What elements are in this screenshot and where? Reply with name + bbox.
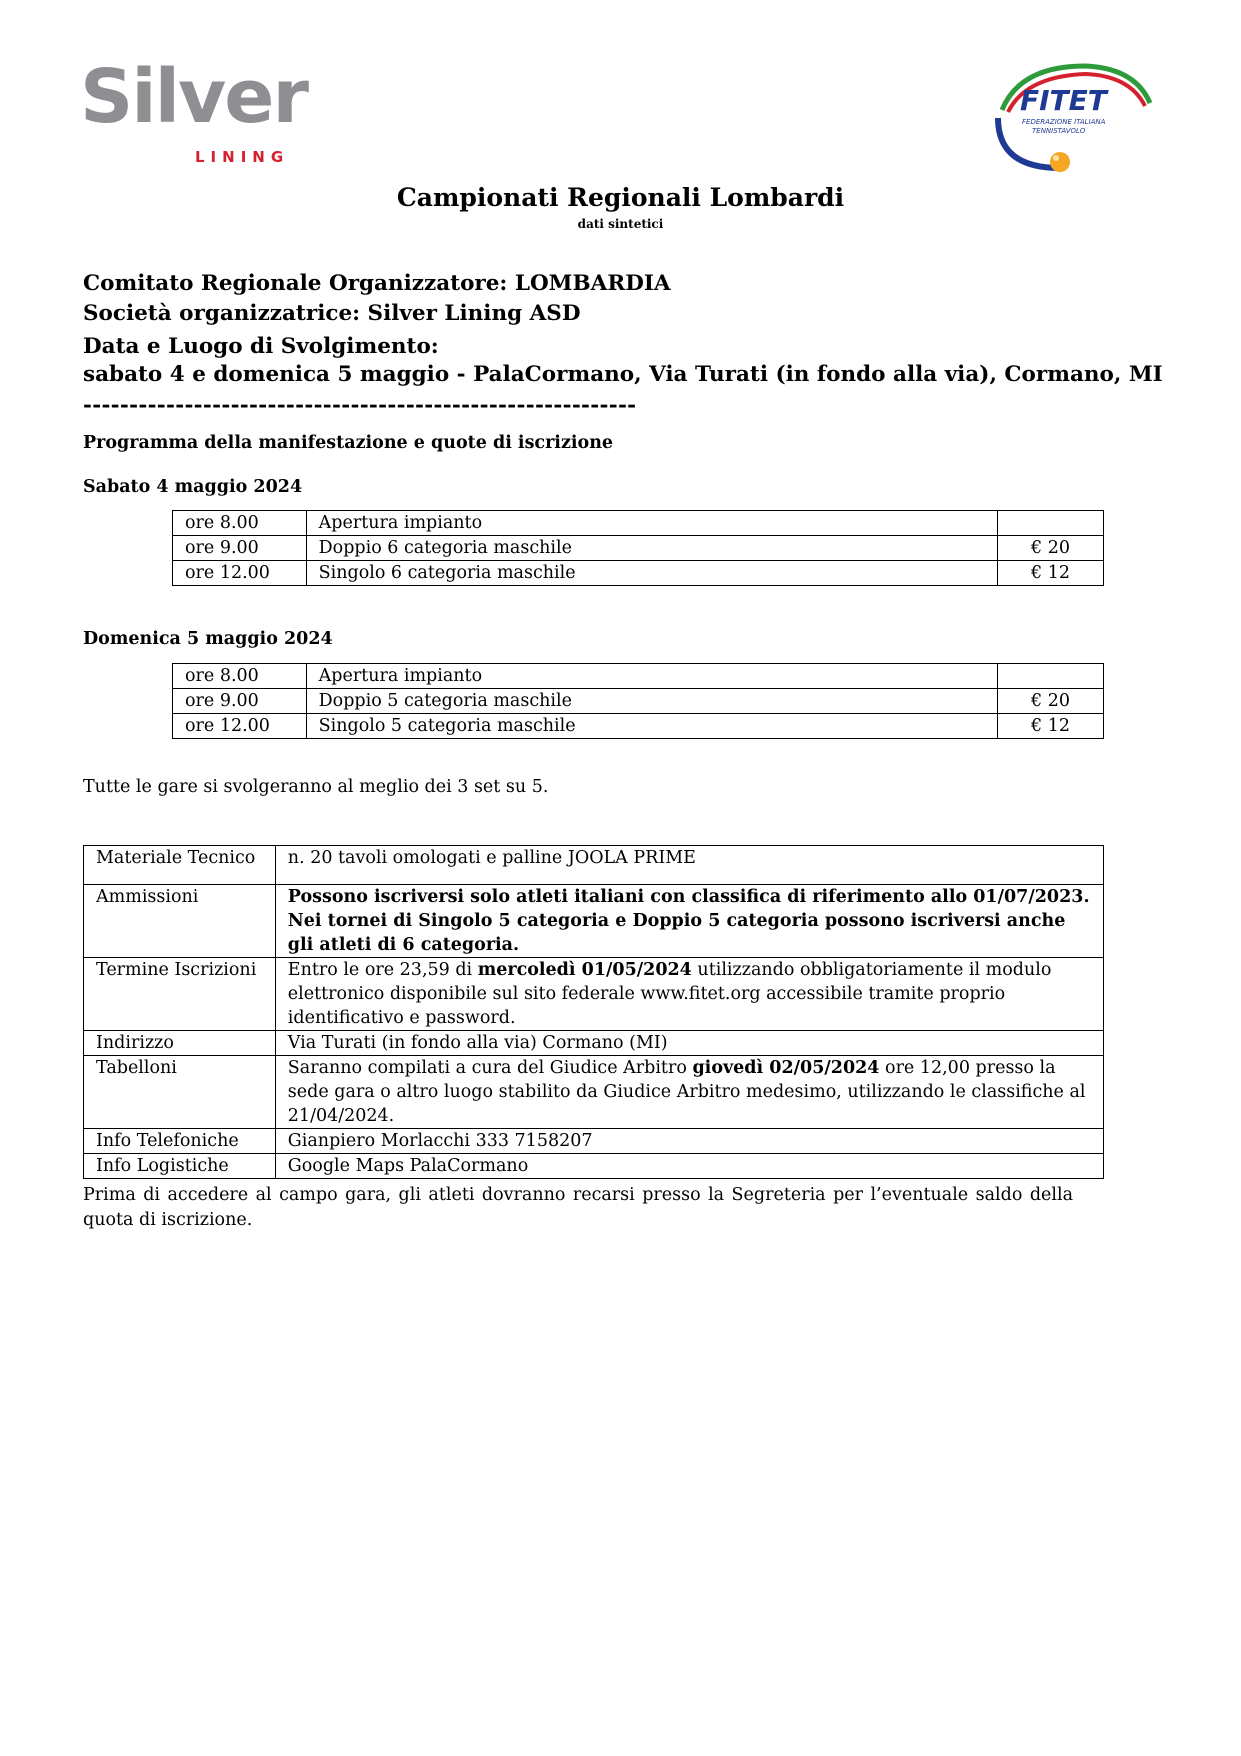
time-cell: ore 8.00	[173, 511, 307, 536]
info-key: Tabelloni	[84, 1056, 276, 1129]
info-value: Google Maps PalaCormano	[275, 1154, 1103, 1179]
info-value: Gianpiero Morlacchi 333 7158207	[275, 1129, 1103, 1154]
society-line: Società organizzatrice: Silver Lining ASD	[83, 301, 581, 326]
info-key: Info Logistiche	[84, 1154, 276, 1179]
fee-cell	[998, 511, 1104, 536]
admission-line-1: Possono iscriversi solo atleti italiani con classifica di riferimento allo 01/07/2023.	[287, 887, 1090, 907]
info-key: Termine Iscrizioni	[84, 958, 276, 1031]
fee-cell	[998, 664, 1104, 689]
silver-logo-word: Silver	[80, 54, 307, 140]
table-row	[173, 536, 1104, 561]
time-cell: ore 9.00	[173, 536, 307, 561]
event-cell: Singolo 6 categoria maschile	[306, 561, 998, 586]
table-row	[84, 1129, 1104, 1154]
deadline-text-pre: Entro le ore 23,59 di	[287, 960, 478, 980]
ping-pong-ball-icon	[1050, 152, 1070, 172]
table-row	[173, 664, 1104, 689]
info-key: Ammissioni	[84, 885, 276, 958]
table-row	[173, 511, 1104, 536]
fee-cell: € 20	[998, 536, 1104, 561]
table-row	[173, 689, 1104, 714]
program-heading: Programma della manifestazione e quote di iscrizione	[83, 433, 614, 453]
info-key: Indirizzo	[84, 1031, 276, 1056]
fee-cell: € 20	[998, 689, 1104, 714]
page-subtitle: dati sintetici	[577, 217, 664, 231]
fee-cell: € 12	[998, 714, 1104, 739]
fitet-logo	[990, 58, 1160, 180]
admission-line-2: Nei tornei di Singolo 5 categoria e Doppio 5 categoria possono iscriversi anche gli atleti di 6 categoria.	[287, 911, 1066, 955]
info-key: Materiale Tecnico	[84, 846, 276, 885]
info-value	[275, 885, 1103, 958]
saturday-heading: Sabato 4 maggio 2024	[83, 477, 303, 497]
info-value	[275, 1056, 1103, 1129]
silver-lining-logo	[80, 54, 310, 170]
final-note: Prima di accedere al campo gara, gli atleti dovranno recarsi presso la Segreteria per l’eventuale saldo della quota di iscrizione.	[83, 1185, 1073, 1230]
event-cell: Doppio 5 categoria maschile	[306, 689, 998, 714]
sunday-schedule-table	[172, 663, 1104, 739]
info-key: Info Telefoniche	[84, 1129, 276, 1154]
draws-text-post: ore 12,00 presso la sede gara o altro luogo stabilito da Giudice Arbitro medesimo, utilizzando le classifiche al 21/04/2024.	[287, 1058, 1086, 1126]
table-row	[173, 714, 1104, 739]
info-value: Via Turati (in fondo alla via) Cormano (MI)	[275, 1031, 1103, 1056]
info-value: n. 20 tavoli omologati e palline JOOLA PRIME	[275, 846, 1103, 885]
committee-line: Comitato Regionale Organizzatore: LOMBARDIA	[83, 271, 671, 296]
fee-cell: € 12	[998, 561, 1104, 586]
draws-text-pre: Saranno compilati a cura del Giudice Arbitro	[287, 1058, 693, 1078]
event-cell: Apertura impianto	[306, 664, 998, 689]
time-cell: ore 12.00	[173, 561, 307, 586]
page-title: Campionati Regionali Lombardi	[396, 183, 845, 212]
fitet-logo-word: FITET	[1020, 84, 1107, 117]
sets-note: Tutte le gare si svolgeranno al meglio dei 3 set su 5.	[83, 777, 549, 797]
info-value	[275, 958, 1103, 1031]
date-place-label: Data e Luogo di Svolgimento:	[83, 334, 439, 359]
date-place-value: sabato 4 e domenica 5 maggio - PalaCormano, Via Turati (in fondo alla via), Cormano, MI	[83, 362, 1163, 387]
fitet-logo-sub2: TENNISTAVOLO	[1032, 127, 1086, 135]
table-row	[84, 1056, 1104, 1129]
table-row	[84, 1154, 1104, 1179]
table-row	[84, 1031, 1104, 1056]
time-cell: ore 12.00	[173, 714, 307, 739]
table-row	[84, 846, 1104, 885]
saturday-schedule-table	[172, 510, 1104, 586]
draws-date: giovedì 02/05/2024	[692, 1058, 880, 1078]
table-row	[84, 958, 1104, 1031]
fitet-logo-sub1: FEDERAZIONE ITALIANA	[1022, 118, 1106, 126]
time-cell: ore 9.00	[173, 689, 307, 714]
table-row	[84, 885, 1104, 958]
silver-logo-sub: LINING	[195, 148, 290, 166]
deadline-text-post: utilizzando obbligatoriamente il modulo elettronico disponibile sul sito federale www.fitet.org accessibile tramite proprio identificativo e password.	[287, 960, 1052, 1028]
event-cell: Singolo 5 categoria maschile	[306, 714, 998, 739]
time-cell: ore 8.00	[173, 664, 307, 689]
event-cell: Doppio 6 categoria maschile	[306, 536, 998, 561]
event-cell: Apertura impianto	[306, 511, 998, 536]
table-row	[173, 561, 1104, 586]
deadline-date: mercoledì 01/05/2024	[477, 960, 692, 980]
sunday-heading: Domenica 5 maggio 2024	[83, 629, 333, 649]
separator-line: ------------------------------------------------------------	[83, 393, 637, 418]
info-table	[83, 845, 1104, 1179]
